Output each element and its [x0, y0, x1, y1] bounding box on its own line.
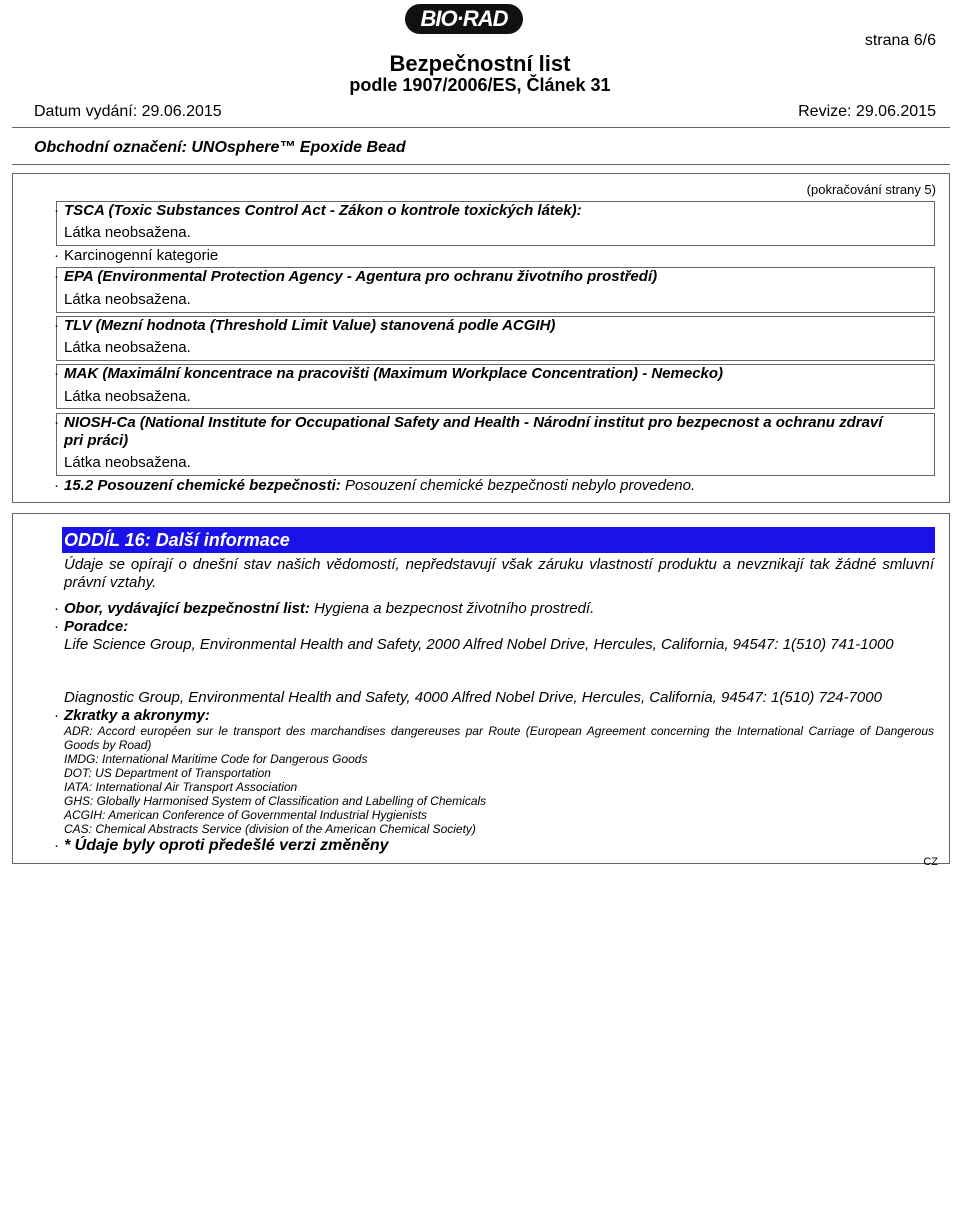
bullet: ·	[54, 707, 59, 724]
abbr-adr: ADR: Accord européen sur le transport des marchandises dangereuses par Route (European Agreement concerning the International Carriage of Dangerous Goods by Road)	[64, 724, 934, 752]
abbr-ghs: GHS: Globally Harmonised System of Classification and Labelling of Chemicals	[64, 794, 487, 808]
niosh-heading-cont: pri práci)	[64, 432, 129, 449]
carcinogen-heading: Karcinogenní kategorie	[64, 247, 219, 264]
abbr-acgih: ACGIH: American Conference of Governmental Industrial Hygienists	[64, 808, 428, 822]
changed-note: * Údaje byly oproti předešlé verzi změněny	[64, 837, 389, 854]
advisor-life-science: Life Science Group, Environmental Health and Safety, 2000 Alfred Nobel Drive, Hercules, California, 94547: 1(510) 741-1000	[64, 636, 894, 653]
abbr-cas: CAS: Chemical Abstracts Service (division of the American Chemical Society)	[64, 822, 476, 836]
bullet: ·	[54, 837, 59, 854]
bullet: ·	[54, 202, 59, 219]
issuer-line	[64, 600, 594, 617]
document-title: Bezpečnostní list	[389, 51, 571, 76]
abbr-dot: DOT: US Department of Transportation	[64, 766, 271, 780]
issuer-value: Hygiena a bezpecnost životního prostredí.	[314, 600, 595, 617]
bullet: ·	[54, 477, 59, 494]
niosh-value: Látka neobsažena.	[64, 454, 191, 471]
trade-name: Obchodní označení: UNOsphere™ Epoxide Bead	[34, 139, 406, 156]
abbr-label: Zkratky a akronymy:	[64, 707, 210, 724]
bullet: ·	[54, 414, 59, 431]
abbr-iata: IATA: International Air Transport Association	[64, 780, 298, 794]
chemical-safety-assessment	[64, 477, 695, 494]
epa-value: Látka neobsažena.	[64, 291, 191, 308]
page-number: strana 6/6	[864, 32, 936, 49]
bullet: ·	[54, 365, 59, 382]
tlv-value: Látka neobsažena.	[64, 339, 191, 356]
csa-value: Posouzení chemické bezpečnosti nebylo provedeno.	[344, 477, 696, 494]
issuer-label: Obor, vydávající bezpečnostní list:	[64, 600, 310, 617]
advisor-diagnostic: Diagnostic Group, Environmental Health and Safety, 4000 Alfred Nobel Drive, Hercules, California, 94547: 1(510) 724-7000	[64, 689, 882, 706]
bullet: ·	[54, 247, 59, 264]
advisor-label: Poradce:	[64, 618, 129, 635]
section16-title	[34, 527, 935, 553]
csa-label: 15.2 Posouzení chemické bezpečnosti:	[64, 477, 341, 494]
continued-note: (pokračování strany 5)	[806, 182, 936, 197]
tsca-heading: TSCA (Toxic Substances Control Act - Zákon o kontrole toxických látek):	[64, 202, 582, 219]
header-divider-2	[12, 164, 950, 165]
issue-date: Datum vydání: 29.06.2015	[34, 103, 222, 120]
tsca-value: Látka neobsažena.	[64, 224, 191, 241]
mak-heading: MAK (Maximální koncentrace na pracovišti (Maximum Workplace Concentration) - Nemecko)	[64, 365, 724, 382]
bullet: ·	[54, 600, 59, 617]
section16-intro: Údaje se opírají o dnešní stav našich vědomostí, nepředstavují však záruku vlastností produktu a nevznikají tak žádné smluvní právní vztahy.	[64, 556, 934, 591]
language-code: CZ	[923, 856, 938, 868]
bullet: ·	[54, 268, 59, 285]
header-divider	[12, 127, 950, 128]
niosh-heading: NIOSH-Ca (National Institute for Occupational Safety and Health - Národní institut pro bezpecnost a ochranu zdraví	[64, 414, 883, 431]
epa-heading: EPA (Environmental Protection Agency - Agentura pro ochranu životního prostředí)	[64, 268, 658, 285]
revision-date: Revize: 29.06.2015	[798, 103, 936, 120]
tlv-heading: TLV (Mezní hodnota (Threshold Limit Value) stanovená podle ACGIH)	[64, 317, 556, 334]
bullet: ·	[54, 618, 59, 635]
bio-rad-logo: BIO·RAD	[405, 4, 523, 34]
mak-value: Látka neobsažena.	[64, 388, 191, 405]
abbr-imdg: IMDG: International Maritime Code for Dangerous Goods	[64, 752, 368, 766]
document-subtitle: podle 1907/2006/ES, Článek 31	[349, 75, 611, 95]
bullet: ·	[54, 317, 59, 334]
section16-title-text: ODDÍL 16: Další informace	[64, 530, 290, 550]
